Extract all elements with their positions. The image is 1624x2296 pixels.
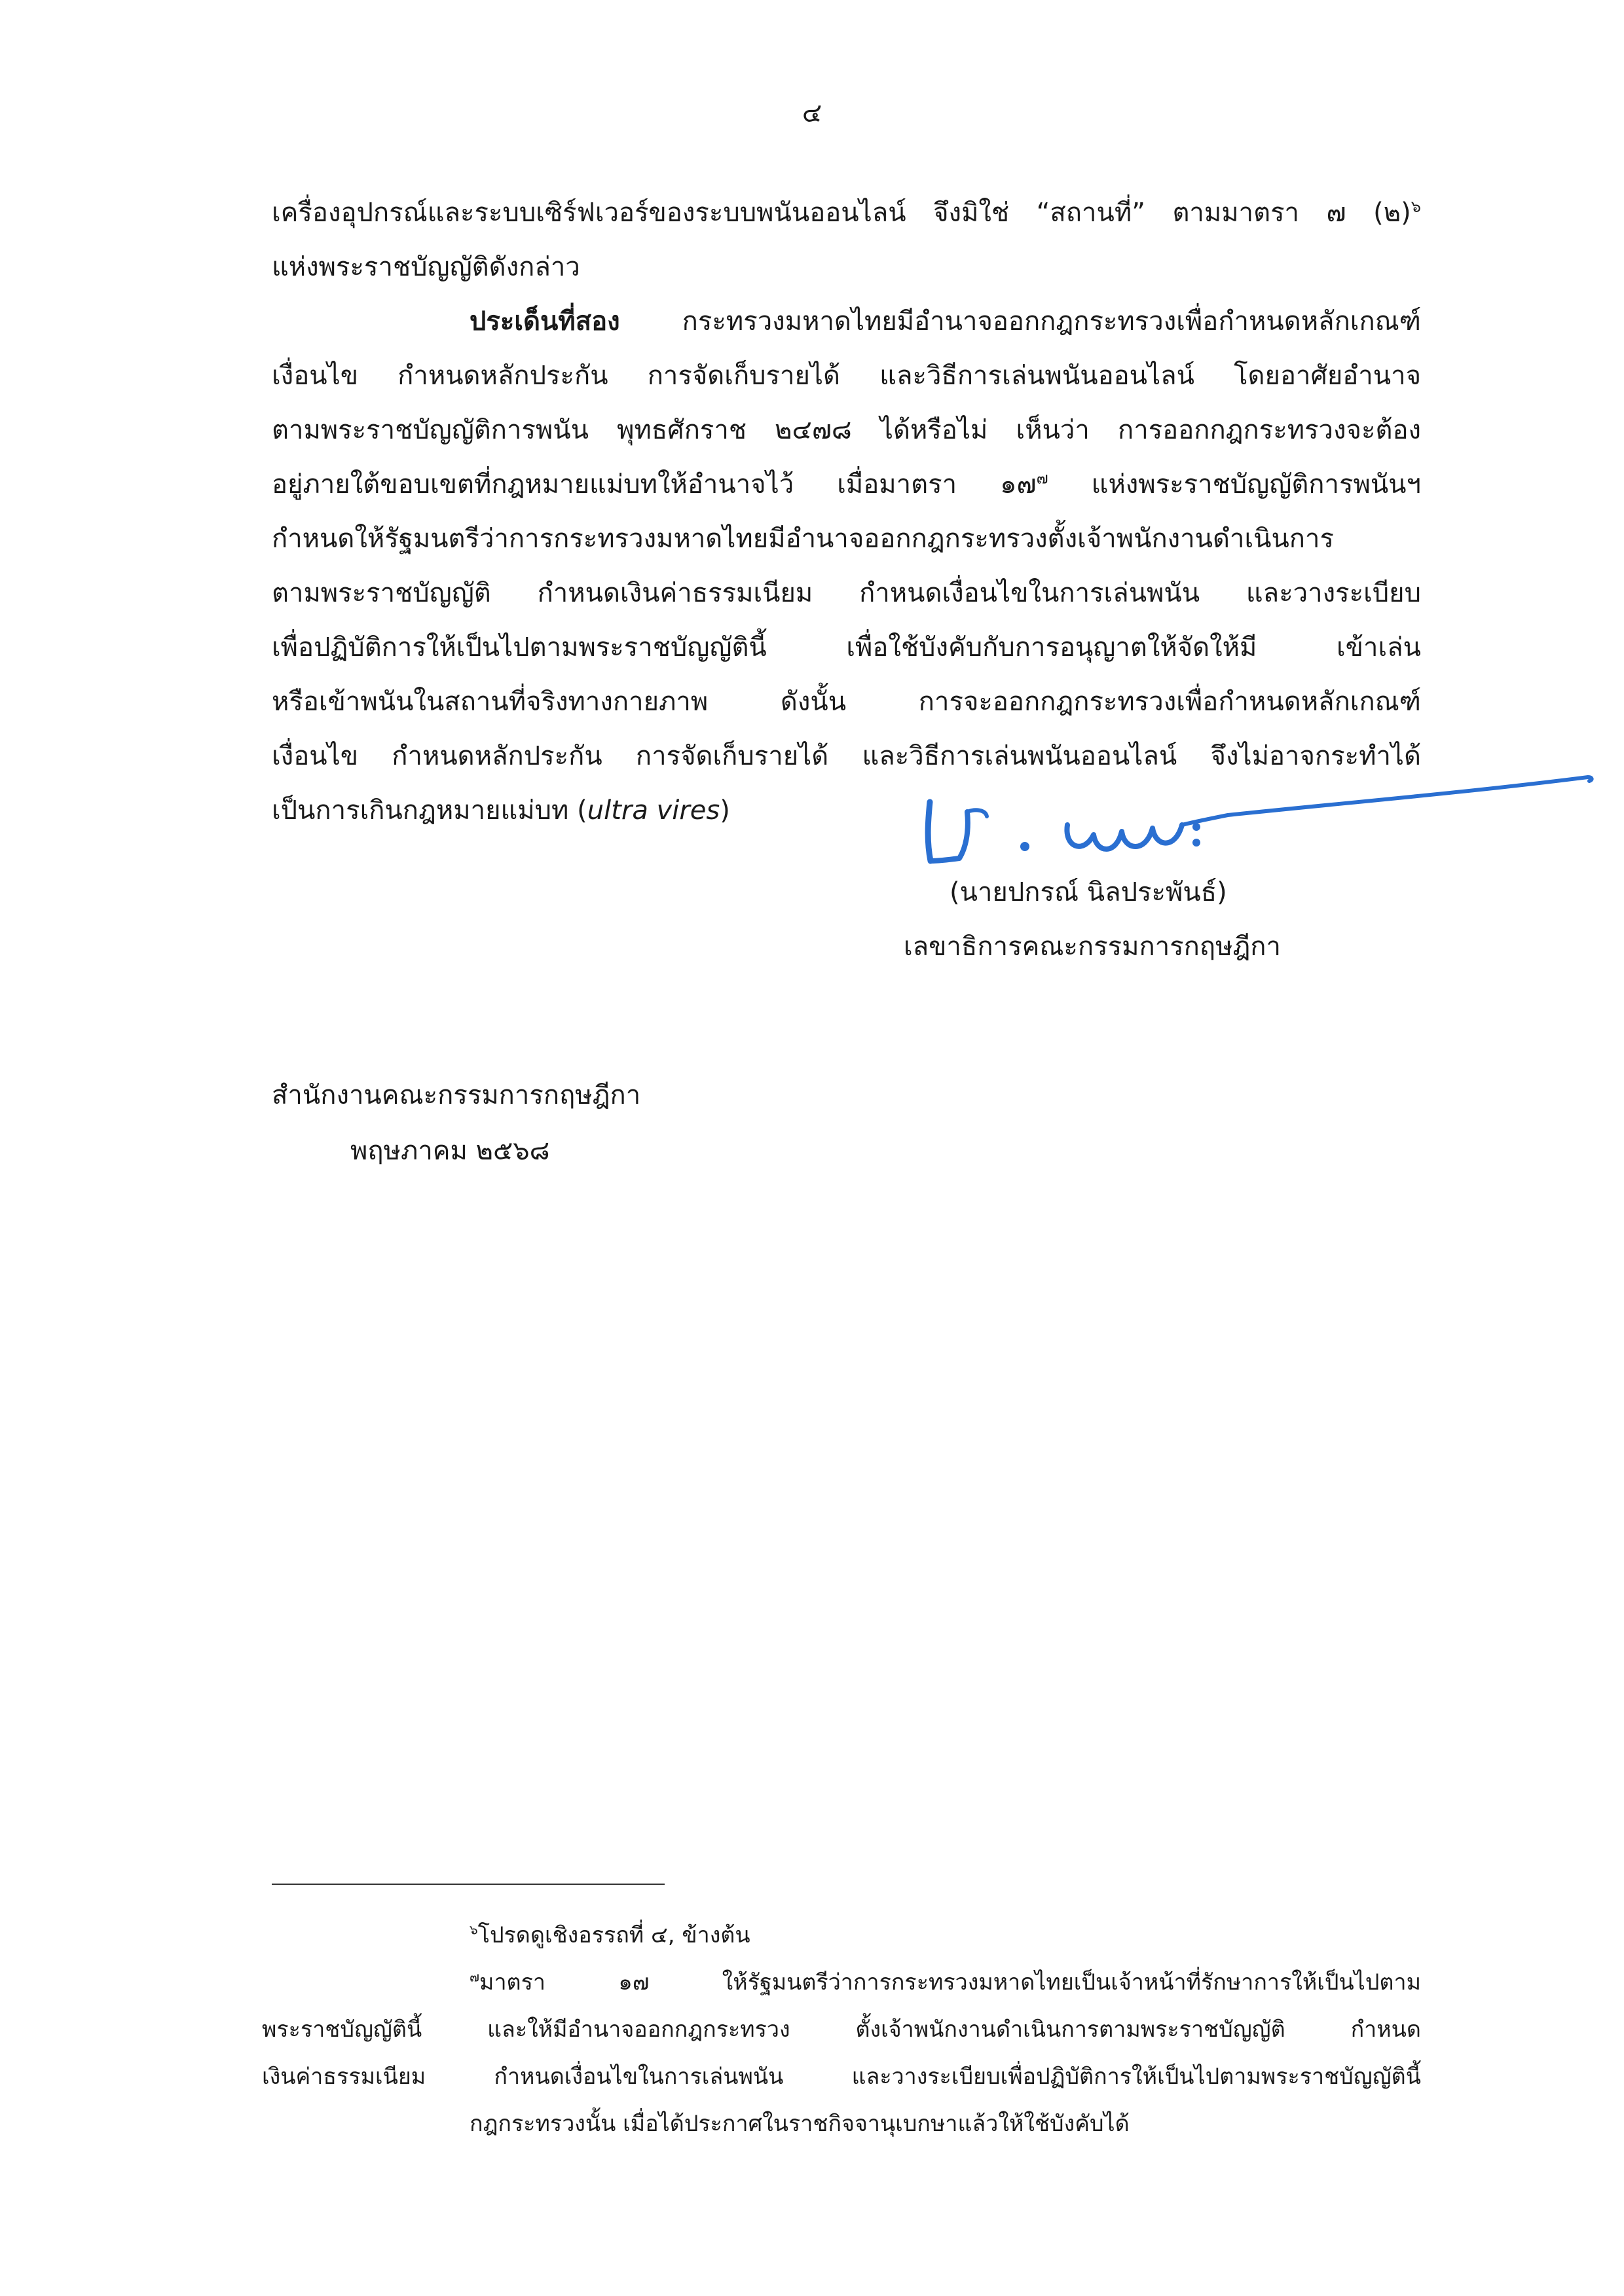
handwritten-signature (913, 763, 1595, 874)
footnote-7-line-2: พระราชบัญญัตินี้ และให้มีอำนาจออกกฎกระทรวง ตั้งเจ้าพนักงานดำเนินการตามพระราชบัญญัติ กำหนด (262, 2016, 1421, 2043)
footnote-6-mark: ๖ (470, 1922, 478, 1938)
body-line-4: เงื่อนไข กำหนดหลักประกัน การจัดเก็บรายได้ และวิธีการเล่นพนันออนไลน์ โดยอาศัยอำนาจ (272, 361, 1421, 391)
body-line-8: ตามพระราชบัญญัติ กำหนดเงินค่าธรรมเนียม กำหนดเงื่อนไขในการเล่นพนัน และวางระเบียบ (272, 578, 1421, 608)
body-line-1 (272, 191, 1421, 233)
footnote-7-mark: ๗ (470, 1969, 480, 1985)
body-line-11: เงื่อนไข กำหนดหลักประกัน การจัดเก็บรายได้ และวิธีการเล่นพนันออนไลน์ จึงไม่อาจกระทำได้ (272, 741, 1421, 771)
footnote-7-line-3: เงินค่าธรรมเนียม กำหนดเงื่อนไขในการเล่นพนัน และวางระเบียบเพื่อปฏิบัติการให้เป็นไปตามพระราชบัญญัตินี้ (262, 2064, 1421, 2090)
body-line-7: กำหนดให้รัฐมนตรีว่าการกระทรวงมหาดไทยมีอำนาจออกกฎกระทรวงตั้งเจ้าพนักงานดำเนินการ (272, 524, 1334, 554)
footnote-6-text: โปรดดูเชิงอรรถที่ ๔, ข้างต้น (477, 1922, 750, 1948)
body-line-12-text: เป็นการเกินกฎหมายแม่บท ( (272, 795, 587, 826)
signatory-title: เลขาธิการคณะกรรมการกฤษฎีกา (904, 932, 1281, 962)
body-line-12-close: ) (720, 795, 730, 826)
footnote-7-text-1: มาตรา ๑๗ ให้รัฐมนตรีว่าการกระทรวงมหาดไทยเป็นเจ้าหน้าที่รักษาการให้เป็นไปตาม (479, 1969, 1421, 1995)
body-line-2: แห่งพระราชบัญญัติดังกล่าว (272, 252, 580, 282)
footnote-separator (272, 1884, 665, 1885)
body-line-10: หรือเข้าพนันในสถานที่จริงทางกายภาพ ดังนั้น การจะออกกฎกระทรวงเพื่อกำหนดหลักเกณฑ์ (272, 687, 1421, 717)
footnote-ref-6[interactable]: ๖ (1411, 197, 1421, 216)
page-number: ๔ (802, 98, 822, 128)
body-line-6-tail: แห่งพระราชบัญญัติการพนันฯ (1048, 469, 1421, 500)
footnote-7-line-1 (470, 1964, 1421, 1999)
body-line-6 (272, 463, 1421, 505)
footnote-ref-7[interactable]: ๗ (1036, 469, 1048, 488)
footnote-7-line-4: กฎกระทรวงนั้น เมื่อได้ประกาศในราชกิจจานุเบกษาแล้วให้ใช้บังคับได้ (470, 2111, 1130, 2137)
body-line-6-text: อยู่ภายใต้ขอบเขตที่กฎหมายแม่บทให้อำนาจไว้ เมื่อมาตรา ๑๗ (272, 469, 1037, 500)
issuing-office: สำนักงานคณะกรรมการกฤษฎีกา (272, 1080, 641, 1110)
issue-two-heading: ประเด็นที่สอง (470, 306, 620, 337)
body-line-3 (470, 300, 1421, 342)
body-line-1-text: เครื่องอุปกรณ์และระบบเซิร์ฟเวอร์ของระบบพนันออนไลน์ จึงมิใช่ “สถานที่” ตามมาตรา ๗ (๒) (272, 198, 1411, 228)
body-line-5: ตามพระราชบัญญัติการพนัน พุทธศักราช ๒๔๗๘ ได้หรือไม่ เห็นว่า การออกกฎกระทรวงจะต้อง (272, 415, 1421, 445)
body-line-9: เพื่อปฏิบัติการให้เป็นไปตามพระราชบัญญัตินี้ เพื่อใช้บังคับกับการอนุญาตให้จัดให้มี เข้าเล่น (272, 632, 1421, 663)
footnote-6 (470, 1917, 750, 1952)
issue-date: พฤษภาคม ๒๕๖๘ (350, 1136, 550, 1166)
body-line-3-text: กระทรวงมหาดไทยมีอำนาจออกกฎกระทรวงเพื่อกำหนดหลักเกณฑ์ (682, 306, 1421, 337)
signatory-name: (นายปกรณ์ นิลประพันธ์) (950, 877, 1227, 907)
ultra-vires-term: ultra vires (587, 795, 720, 826)
